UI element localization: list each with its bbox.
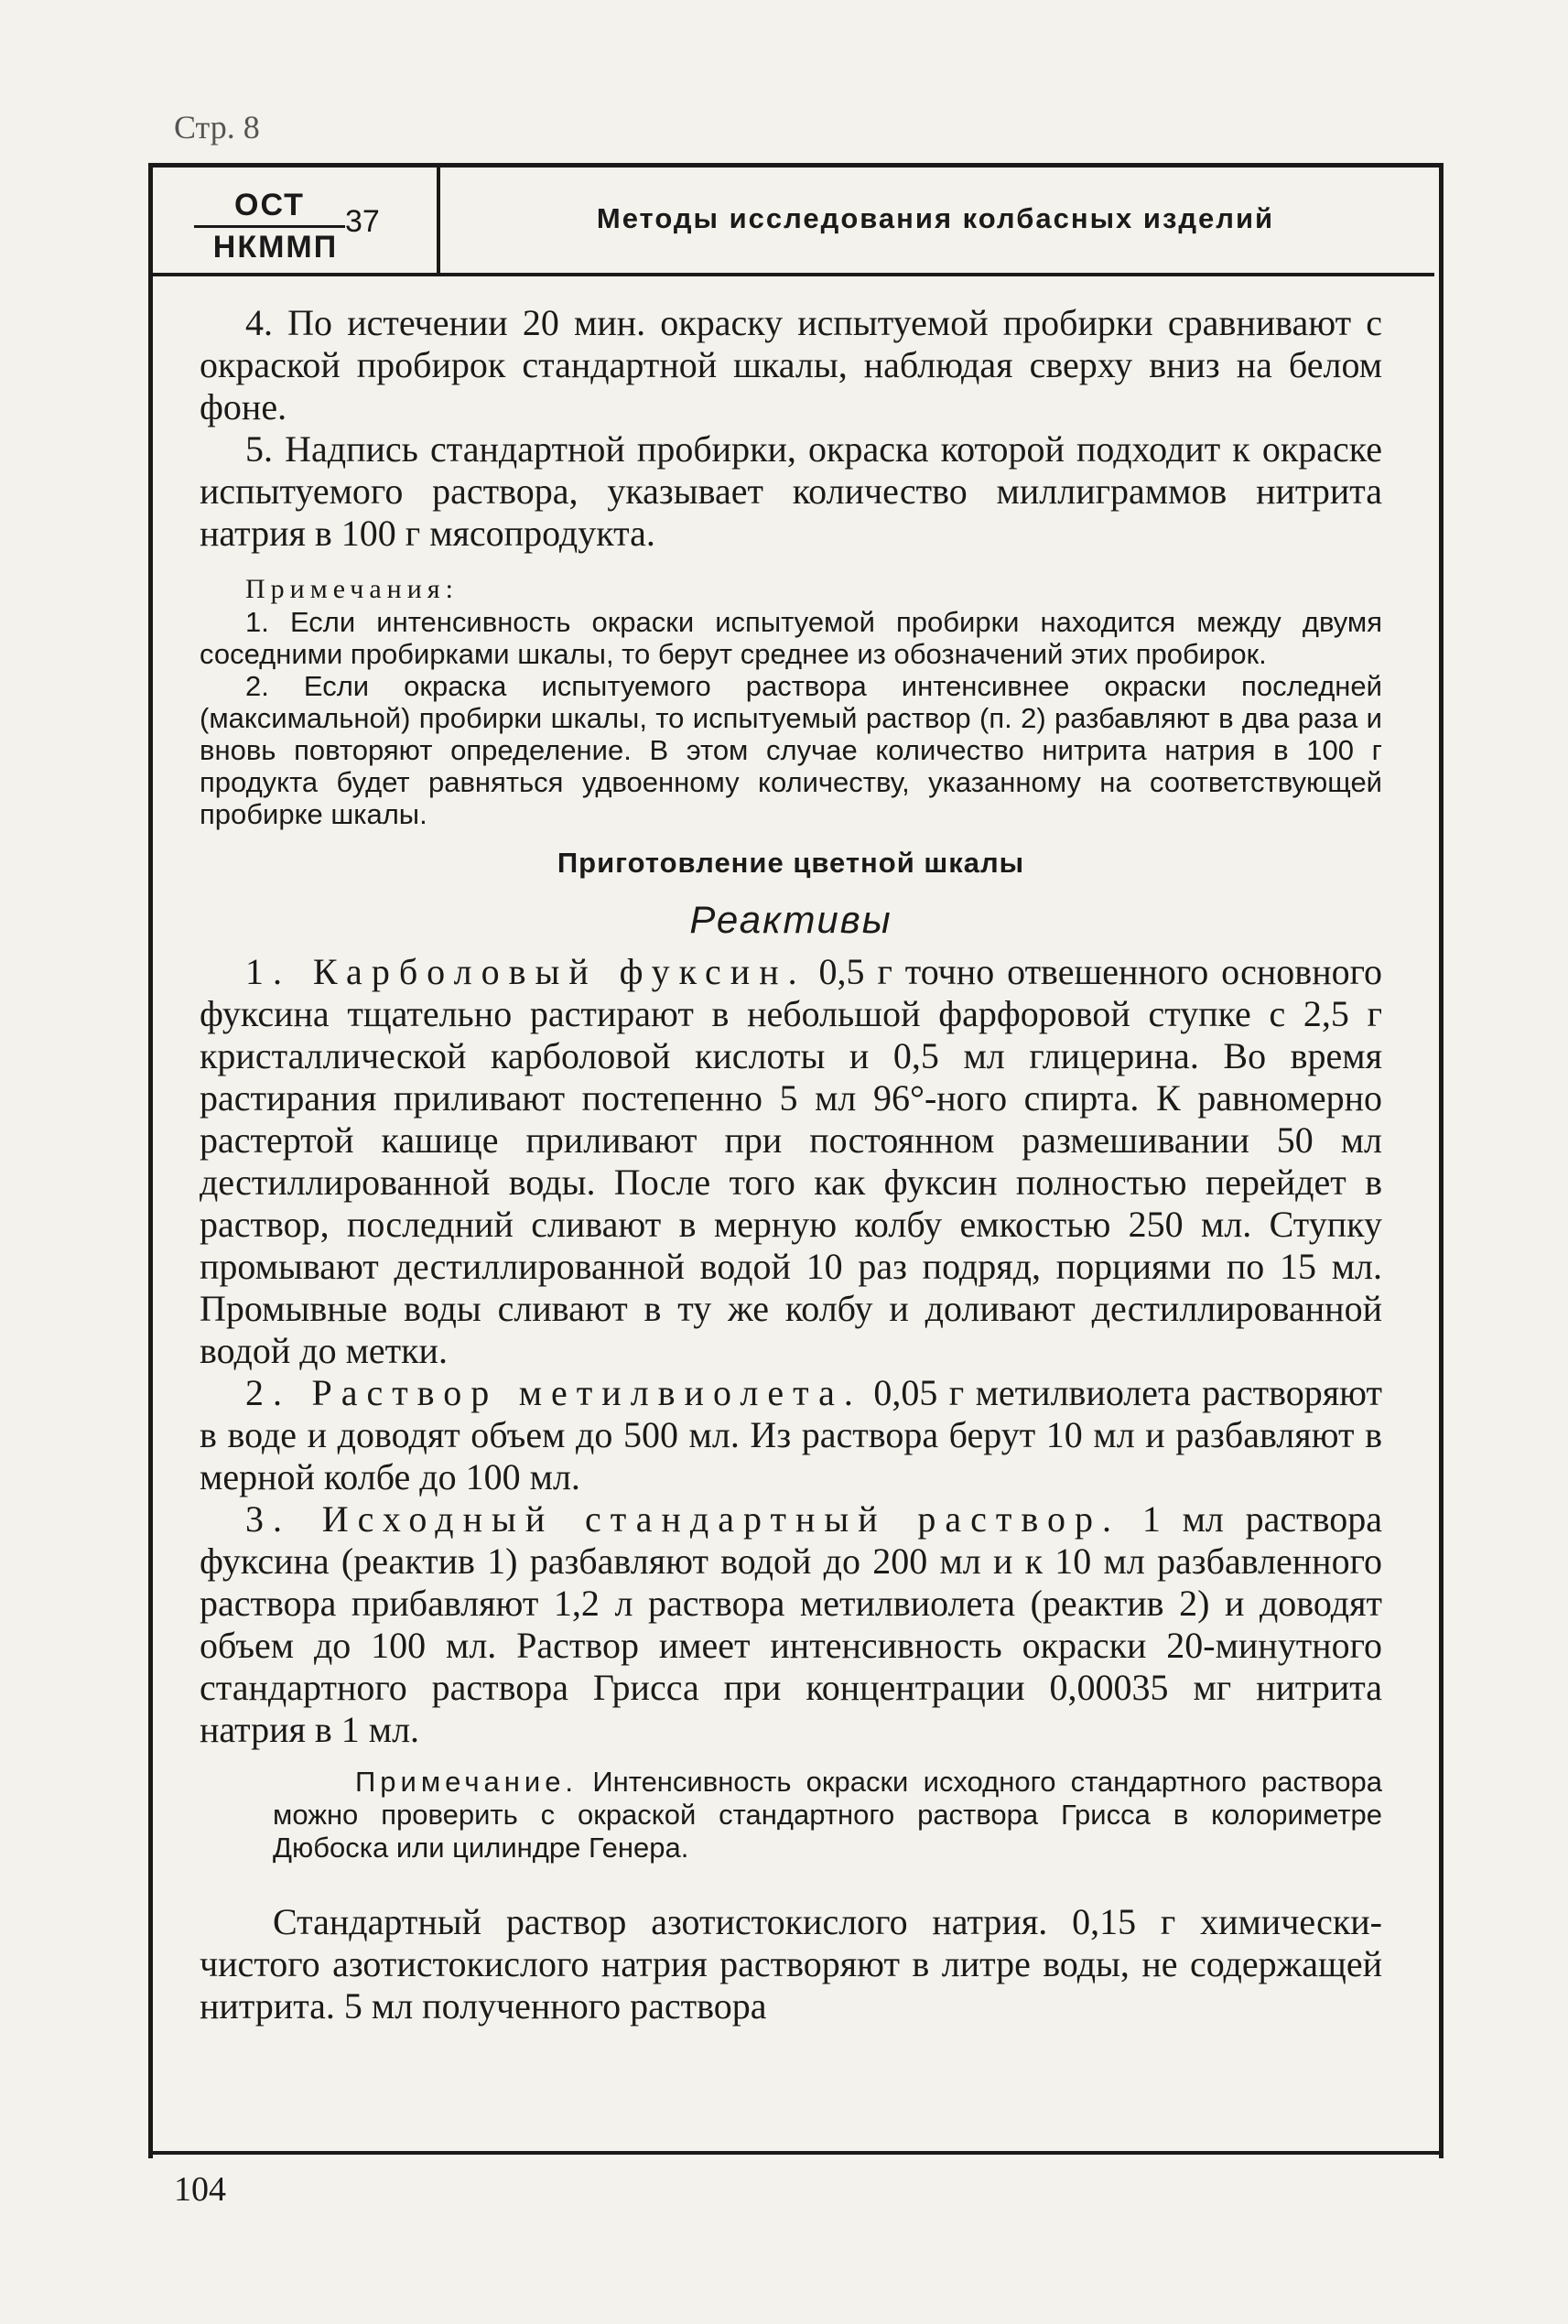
reagent-1-name: 1. Карболовый фуксин.: [245, 951, 806, 992]
last-paragraph: Стандартный раствор азотистокислого натрия. 0,15 г химически-чистого азотистокислого натрия растворяют в литре воды, не содержащей нитрита. 5 мл полученного раствора: [200, 1901, 1382, 2027]
note-2: 2. Если окраска испытуемого раствора интенсивнее окраски последней (максимальной) пробирки шкалы, то испытуемый раствор (п. 2) разбавляют в два раза и вновь повторяют определение. В этом случае количество нитрита натрия в 100 г продукта будет равняться удвоенному количеству, указанному на соответствующей пробирке шкалы.: [200, 670, 1382, 830]
standard-code-box: [153, 168, 440, 273]
note-after-text: Интенсивность окраски исходного стандартного раствора можно проверить с окраской стандартного раствора Грисса в колориметре Дюбоска или цилиндре Генера.: [273, 1766, 1382, 1864]
standard-code-top: ОСТ: [194, 188, 345, 228]
document-title: Методы исследования колбасных изделий: [596, 202, 1275, 234]
reagent-2-name: 2. Раствор метилвиолета.: [245, 1372, 862, 1413]
note-1: 1. Если интенсивность окраски испытуемой пробирки находится между двумя соседними пробирками шкалы, то берут среднее из обозначений этих пробирок.: [200, 606, 1382, 670]
reagent-2-text: 0,05 г метилвиолета растворяют в воде и доводят объем до 500 мл. Из раствора берут 10 мл и разбавляют в мерной колбе до 100 мл.: [200, 1372, 1383, 1497]
document-header: [153, 168, 1434, 276]
paragraph-4: 4. По истечении 20 мин. окраску испытуемой пробирки сравнивают с окраской пробирок стандартной шкалы, наблюдая сверху вниз на белом фоне.: [200, 302, 1382, 427]
section-title: Приготовление цветной шкалы: [557, 847, 1025, 879]
reagent-1: [200, 951, 1382, 1372]
reagent-3-name: 3. Исходный стандартный раствор.: [245, 1498, 1121, 1540]
note-after-label: Примечание.: [355, 1766, 579, 1798]
notes-heading: Примечания:: [245, 574, 459, 604]
paragraph-5: 5. Надпись стандартной пробирки, окраска которой подходит к окраске испытуемого раствора, указывает количество миллиграммов нитрита натрия в 100 г мясопродукта.: [200, 428, 1382, 554]
standard-number: 37: [345, 204, 380, 239]
page-content: [200, 293, 1382, 2027]
reagent-2: [200, 1372, 1382, 1498]
reagent-3-text: 1 мл раствора фуксина (реактив 1) разбавляют водой до 200 мл и к 10 мл разбавленного раствора прибавляют 1,2 л раствора метилвиолета (реактив 2) и доводят объем до 100 мл. Раствор имеет интенсивность окраски 20-минутного стандартного раствора Грисса при концентрации 0,00035 мг нитрита натрия в 1 мл.: [200, 1498, 1382, 1750]
note-after-reagents: [273, 1766, 1382, 1865]
page-label: Стр. 8: [174, 109, 260, 146]
page-number: 104: [174, 2170, 226, 2209]
reagent-3: [200, 1498, 1382, 1751]
section-subtitle: Реактивы: [689, 898, 892, 941]
frame-bottom-rule: [148, 2151, 1439, 2155]
reagent-1-text: 0,5 г точно отвешенного основного фуксина тщательно растирают в небольшой фарфоровой ступке с 2,5 г кристаллической карболовой кислоты и 0,5 мл глицерина. Во время растирания приливают постепенно 5 мл 96°-ного спирта. К равномерно растертой кашице приливают при постоянном размешивании 50 мл дестиллированной воды. После того как фуксин полностью перейдет в раствор, последний сливают в мерную колбу емкостью 250 мл. Ступку промывают дестиллированной водой 10 раз подряд, порциями по 15 мл. Промывные воды сливают в ту же колбу и доливают дестиллированной водой до метки.: [200, 951, 1383, 1371]
standard-code-bottom: НКММП: [212, 230, 339, 265]
